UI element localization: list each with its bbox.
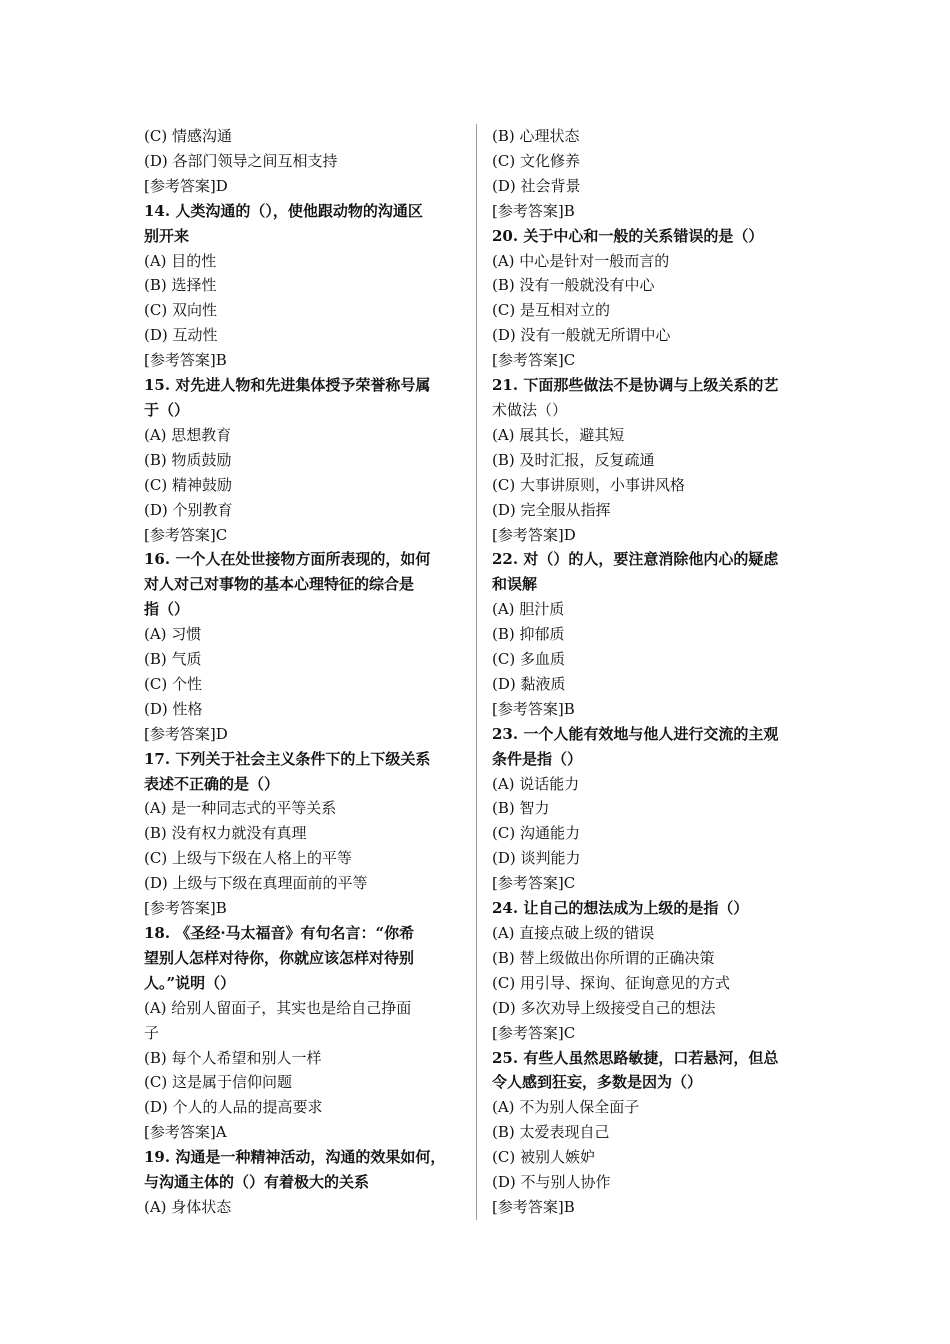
left-column — [144, 124, 470, 1220]
option-line: (A) 展其长，避其短 — [492, 425, 625, 444]
option-line: (C) 沟通能力 — [492, 824, 580, 843]
option-line: (D) 黏液质 — [492, 674, 566, 693]
question-text: 望别人怎样对待你，你就应该怎样对待别 — [144, 948, 415, 967]
option-line: (A) 是一种同志式的平等关系 — [144, 799, 337, 818]
question-text: 指（） — [144, 600, 190, 619]
option-line: (A) 不为别人保全面子 — [492, 1098, 640, 1117]
question-text: 别开来 — [144, 226, 190, 245]
option-line: (C) 上级与下级在人格上的平等 — [144, 849, 352, 868]
answer-line: [参考答案]C — [492, 1023, 576, 1042]
option-line: (D) 谈判能力 — [492, 849, 581, 868]
option-line: (B) 气质 — [144, 650, 202, 669]
option-line: (A) 说话能力 — [492, 774, 580, 793]
option-line: (B) 心理状态 — [492, 127, 580, 145]
right-column — [492, 124, 812, 1220]
question-text: 23. 一个人能有效地与他人进行交流的主观 — [492, 724, 779, 743]
question-text: 24. 让自己的想法成为上级的是指（） — [492, 899, 749, 918]
option-line: (C) 多血质 — [492, 650, 565, 669]
option-line: (D) 不与别人协作 — [492, 1173, 611, 1192]
option-line: (C) 精神鼓励 — [144, 475, 232, 494]
option-line: (C) 双向性 — [144, 301, 217, 320]
option-line: (B) 每个人希望和别人一样 — [144, 1048, 322, 1067]
option-line: (D) 上级与下级在真理面前的平等 — [144, 874, 368, 893]
option-line: (B) 太爱表现自己 — [492, 1123, 610, 1142]
option-line: (C) 情感沟通 — [144, 127, 232, 145]
question-text: 14. 人类沟通的（），使他跟动物的沟通区 — [144, 201, 423, 220]
option-line: (D) 没有一般就无所谓中心 — [492, 326, 671, 345]
option-line: (A) 思想教育 — [144, 425, 232, 444]
option-line: 术做法（） — [492, 400, 568, 419]
answer-line: [参考答案]D — [144, 176, 228, 195]
option-line: (B) 替上级做出你所谓的正确决策 — [492, 948, 715, 967]
option-line: (B) 及时汇报，反复疏通 — [492, 450, 655, 469]
option-line: (C) 这是属于信仰问题 — [144, 1073, 292, 1092]
option-line: (B) 智力 — [492, 799, 550, 818]
option-line: (D) 个别教育 — [144, 500, 233, 519]
option-line: (D) 完全服从指挥 — [492, 500, 611, 519]
answer-line: [参考答案]B — [492, 1197, 575, 1216]
question-text: 18. 《圣经·马太福音》有句名言：“你希 — [144, 924, 415, 942]
option-line: (A) 直接点破上级的错误 — [492, 924, 655, 942]
question-text: 19. 沟通是一种精神活动，沟通的效果如何， — [144, 1148, 446, 1167]
question-text: 表述不正确的是（） — [144, 774, 280, 793]
answer-line: [参考答案]A — [144, 1123, 227, 1142]
answer-line: [参考答案]D — [144, 724, 228, 743]
option-line: (D) 个人的人品的提高要求 — [144, 1098, 323, 1117]
option-line: (A) 中心是针对一般而言的 — [492, 251, 670, 270]
option-line: (B) 没有权力就没有真理 — [144, 824, 307, 843]
option-line: (B) 选择性 — [144, 276, 217, 295]
question-text: 对人对己对事物的基本心理特征的综合是 — [144, 575, 415, 594]
option-line: (B) 没有一般就没有中心 — [492, 276, 655, 295]
answer-line: [参考答案]C — [492, 351, 576, 370]
option-line: (C) 文化修养 — [492, 151, 580, 170]
answer-line: [参考答案]B — [492, 201, 575, 220]
answer-line: [参考答案]B — [144, 351, 227, 370]
option-line: (A) 习惯 — [144, 625, 202, 644]
option-line: (A) 目的性 — [144, 251, 217, 270]
option-line: (A) 胆汁质 — [492, 600, 565, 619]
option-line: (C) 用引导、探询、征询意见的方式 — [492, 973, 730, 992]
question-text: 条件是指（） — [492, 749, 583, 768]
question-text: 与沟通主体的（）有着极大的关系 — [144, 1173, 370, 1192]
question-text: 17. 下列关于社会主义条件下的上下级关系 — [144, 749, 431, 768]
option-line: (C) 个性 — [144, 674, 202, 693]
question-text: 人。”说明（） — [144, 973, 236, 992]
option-line: (B) 物质鼓励 — [144, 450, 232, 469]
option-line: 子 — [144, 1023, 160, 1042]
option-line: (D) 互动性 — [144, 326, 218, 345]
option-line: (D) 多次劝导上级接受自己的想法 — [492, 998, 716, 1017]
answer-line: [参考答案]C — [144, 525, 228, 544]
answer-line: [参考答案]D — [492, 525, 576, 544]
option-line: (D) 各部门领导之间互相支持 — [144, 151, 338, 170]
option-line: (A) 给别人留面子，其实也是给自己挣面 — [144, 998, 412, 1017]
question-text: 15. 对先进人物和先进集体授予荣誉称号属 — [144, 376, 431, 395]
answer-line: [参考答案]B — [144, 899, 227, 918]
option-line: (D) 性格 — [144, 699, 203, 718]
option-line: (C) 被别人嫉妒 — [492, 1148, 595, 1167]
question-text: 16. 一个人在处世接物方面所表现的，如何 — [144, 550, 431, 569]
question-text: 22. 对（）的人，要注意消除他内心的疑虑 — [492, 550, 779, 569]
question-text: 21. 下面那些做法不是协调与上级关系的艺 — [492, 376, 779, 395]
option-line: (B) 抑郁质 — [492, 625, 565, 644]
column-divider — [476, 124, 477, 1220]
option-line: (C) 大事讲原则，小事讲风格 — [492, 475, 685, 494]
question-text: 25. 有些人虽然思路敏捷，口若悬河，但总 — [492, 1048, 779, 1067]
question-text: 20. 关于中心和一般的关系错误的是（） — [492, 226, 764, 245]
option-line: (D) 社会背景 — [492, 176, 581, 195]
answer-line: [参考答案]B — [492, 699, 575, 718]
option-line: (C) 是互相对立的 — [492, 301, 610, 320]
option-line: (A) 身体状态 — [144, 1197, 232, 1216]
question-text: 令人感到狂妄，多数是因为（） — [492, 1073, 703, 1092]
answer-line: [参考答案]C — [492, 874, 576, 893]
question-text: 于（） — [144, 400, 190, 419]
question-text: 和误解 — [492, 575, 538, 594]
